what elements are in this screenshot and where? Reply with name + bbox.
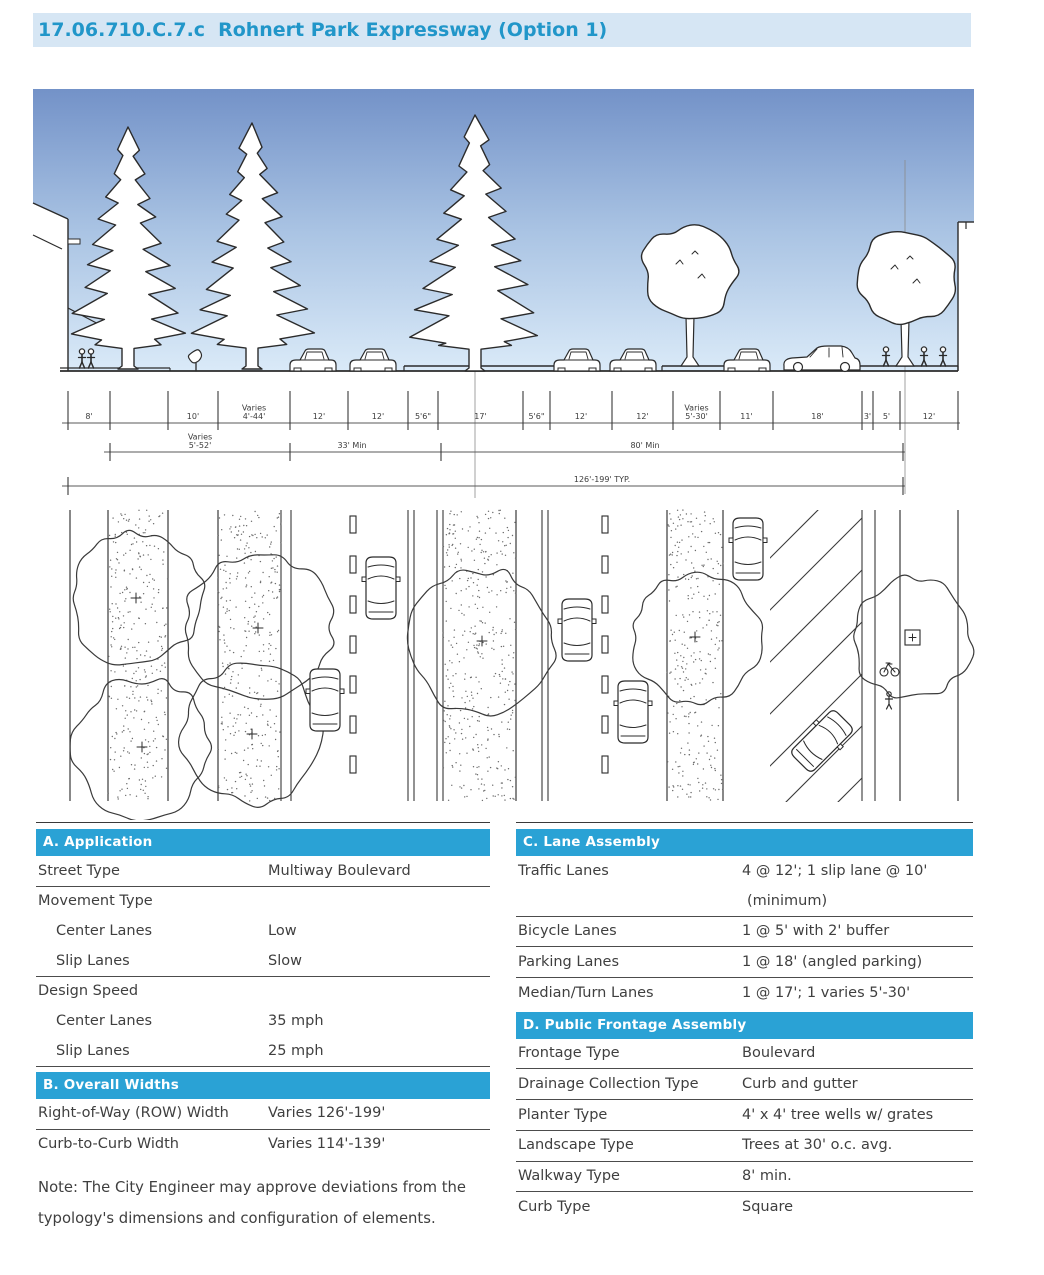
lane-divider-dashes xyxy=(602,676,608,693)
row-value: 8' min. xyxy=(742,1168,792,1184)
lane-divider-dashes xyxy=(350,596,356,613)
lane-divider-dashes xyxy=(350,676,356,693)
lane-divider-dashes xyxy=(602,516,608,533)
svg-text:17': 17' xyxy=(474,412,487,421)
svg-text:Varies: Varies xyxy=(684,403,709,413)
table-row xyxy=(36,977,490,1007)
row-label: Walkway Type xyxy=(518,1168,620,1184)
dimension-line xyxy=(62,475,905,495)
row-label: Design Speed xyxy=(38,983,139,1000)
conifer-tree xyxy=(410,115,538,371)
lane-assembly-table xyxy=(516,829,973,1008)
table-row xyxy=(36,946,490,977)
table-row xyxy=(516,1039,973,1070)
row-value: 35 mph xyxy=(268,1012,324,1029)
tree-canopy xyxy=(633,572,763,704)
conifer-tree xyxy=(72,127,186,369)
table-row xyxy=(516,856,973,917)
person xyxy=(921,347,928,366)
person xyxy=(79,349,86,368)
table-row xyxy=(36,856,490,887)
table-row xyxy=(516,947,973,978)
bicycle-icon xyxy=(880,663,899,676)
svg-text:12': 12' xyxy=(574,412,588,421)
lane-divider-dashes xyxy=(350,716,356,733)
planting-stipple xyxy=(666,509,723,800)
person xyxy=(88,349,95,368)
svg-text:12': 12' xyxy=(371,412,385,421)
svg-text:8': 8' xyxy=(85,412,93,421)
row-label: Center Lanes xyxy=(56,1012,153,1029)
svg-text:5'6": 5'6" xyxy=(414,412,432,421)
deciduous-tree xyxy=(642,225,739,366)
row-label: Slip Lanes xyxy=(56,1042,130,1059)
row-value: 4 @ 12'; 1 slip lane @ 10' (minimum) xyxy=(742,863,973,910)
row-value-line2: (minimum) xyxy=(747,892,828,909)
svg-text:Varies: Varies xyxy=(187,432,213,442)
row-label: Movement Type xyxy=(38,893,153,910)
row-value: Slow xyxy=(268,952,302,969)
tree-canopy xyxy=(73,530,205,664)
row-label: Landscape Type xyxy=(518,1137,634,1154)
table-row xyxy=(516,1100,973,1131)
table-row xyxy=(36,1099,490,1130)
person xyxy=(940,347,947,366)
dimension-line xyxy=(104,433,905,462)
svg-text:5'6": 5'6" xyxy=(528,412,545,421)
table-row xyxy=(36,887,490,917)
svg-text:12': 12' xyxy=(636,412,649,421)
conifer-tree xyxy=(191,123,314,369)
section-header: C. Lane Assembly xyxy=(516,829,973,856)
row-value: 1 @ 5' with 2' buffer xyxy=(742,923,890,940)
row-label: Right-of-Way (ROW) Width xyxy=(38,1105,229,1122)
table-row xyxy=(36,916,490,946)
svg-text:4'-44': 4'-44' xyxy=(242,412,266,421)
svg-text:3': 3' xyxy=(863,412,872,421)
section-header: D. Public Frontage Assembly xyxy=(516,1012,973,1039)
lane-divider-dashes xyxy=(602,756,608,773)
row-label: Curb Type xyxy=(518,1198,591,1215)
row-value: Boulevard xyxy=(742,1045,816,1062)
page-title-bar xyxy=(33,13,971,47)
row-value: Square xyxy=(742,1198,794,1215)
row-label: Frontage Type xyxy=(518,1045,620,1062)
right-column xyxy=(516,822,973,1222)
tree-canopy xyxy=(179,663,324,807)
row-label: Street Type xyxy=(38,862,120,879)
row-value: Varies 126'-199' xyxy=(268,1105,386,1122)
car-top xyxy=(362,557,400,619)
car xyxy=(724,349,770,371)
page-title: Rohnert Park Expressway (Option 1) xyxy=(218,19,608,41)
car-top xyxy=(614,681,652,743)
row-label: Planter Type xyxy=(518,1106,608,1123)
lane-divider-dashes xyxy=(602,556,608,573)
row-label: Traffic Lanes xyxy=(518,862,609,879)
table-row xyxy=(36,1036,490,1067)
lane-divider-dashes xyxy=(350,636,356,653)
svg-text:Varies: Varies xyxy=(241,403,267,413)
row-value: Curb and gutter xyxy=(742,1075,858,1092)
car-top xyxy=(306,669,344,731)
svg-text:126'-199' TYP.: 126'-199' TYP. xyxy=(573,475,631,484)
row-value: 1 @ 17'; 1 varies 5'-30' xyxy=(742,984,911,1001)
lane-divider-dashes xyxy=(350,756,356,773)
overall-widths-table xyxy=(36,1072,490,1159)
svg-text:10': 10' xyxy=(186,412,200,421)
lane-divider-dashes xyxy=(602,596,608,613)
table-row xyxy=(516,978,973,1008)
row-label: Curb-to-Curb Width xyxy=(38,1136,179,1152)
svg-text:80' Min: 80' Min xyxy=(630,441,660,450)
row-label: Bicycle Lanes xyxy=(518,923,617,940)
planting-stipple xyxy=(217,511,281,802)
plan-view xyxy=(70,484,1044,820)
car-top xyxy=(729,518,767,580)
car xyxy=(350,349,396,371)
row-label: Parking Lanes xyxy=(518,953,619,970)
lane-divider-dashes xyxy=(602,636,608,653)
lane-divider-dashes xyxy=(602,716,608,733)
section-header: A. Application xyxy=(36,829,490,856)
table-row xyxy=(516,1162,973,1193)
section-code: 17.06.710.C.7.c xyxy=(38,19,206,41)
row-label: Slip Lanes xyxy=(56,952,130,969)
row-value: Multiway Boulevard xyxy=(268,862,411,879)
car xyxy=(554,349,600,371)
car-top xyxy=(558,599,596,661)
row-label: Center Lanes xyxy=(56,922,153,939)
pedestrian-icon xyxy=(886,692,893,709)
person xyxy=(883,347,890,366)
table-row xyxy=(36,1006,490,1036)
lane-divider-dashes xyxy=(350,556,356,573)
svg-text:5'-30': 5'-30' xyxy=(685,412,708,421)
row-value: Varies 114'-139' xyxy=(268,1136,386,1152)
svg-text:11': 11' xyxy=(740,412,753,421)
svg-text:33' Min: 33' Min xyxy=(337,441,367,450)
car xyxy=(610,349,656,371)
table-row xyxy=(516,1131,973,1162)
svg-text:12': 12' xyxy=(922,412,936,421)
note-text: Note: The City Engineer may approve deviations from the typology's dimensions and configuration of elements. xyxy=(38,1179,467,1228)
row-value: 1 @ 18' (angled parking) xyxy=(742,953,923,970)
row-value: Low xyxy=(268,922,297,939)
tree-canopy xyxy=(854,575,974,698)
lane-divider-dashes xyxy=(350,516,356,533)
tree-canopy xyxy=(70,679,211,820)
row-label: Drainage Collection Type xyxy=(518,1075,699,1092)
left-column xyxy=(36,822,490,1249)
public-frontage-table xyxy=(516,1012,973,1222)
svg-text:12': 12' xyxy=(312,412,326,421)
column-top-rule xyxy=(516,822,973,829)
row-value: 25 mph xyxy=(268,1042,324,1059)
svg-text:5': 5' xyxy=(882,412,891,421)
shrub xyxy=(188,350,201,371)
column-top-rule xyxy=(36,822,490,829)
tree-well xyxy=(905,630,920,645)
section-header: B. Overall Widths xyxy=(36,1072,490,1099)
car xyxy=(290,349,336,371)
table-row xyxy=(516,1192,973,1222)
row-label: Median/Turn Lanes xyxy=(518,984,654,1001)
application-table xyxy=(36,829,490,1067)
table-row xyxy=(516,1069,973,1100)
tree-canopy xyxy=(185,555,334,699)
cross-section-view xyxy=(33,89,974,498)
car-side xyxy=(784,346,860,372)
svg-text:18': 18' xyxy=(811,412,824,421)
angled-parking-hatch xyxy=(460,484,1044,816)
deciduous-tree xyxy=(857,232,955,366)
tree-canopy xyxy=(407,569,556,716)
car-top xyxy=(787,706,858,777)
row-value: 4' x 4' tree wells w/ grates xyxy=(742,1106,934,1123)
row-value: Trees at 30' o.c. avg. xyxy=(742,1137,893,1154)
planting-stipple xyxy=(108,510,169,800)
dimension-line xyxy=(62,391,960,430)
svg-text:5'-52': 5'-52' xyxy=(188,441,212,450)
table-row xyxy=(36,1130,490,1160)
planting-stipple xyxy=(443,510,517,802)
table-row xyxy=(516,917,973,948)
